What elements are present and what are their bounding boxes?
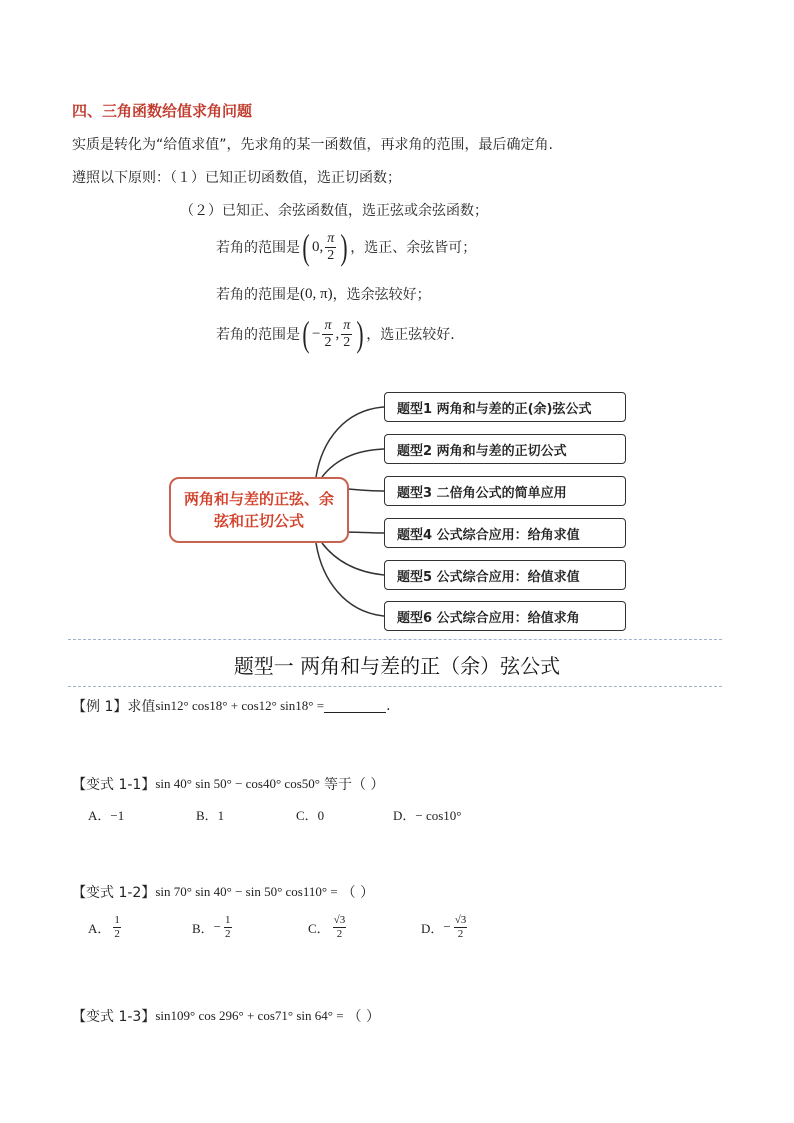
variant-1-2-tail: （ ） bbox=[341, 885, 375, 901]
variant-1-3 bbox=[72, 1006, 380, 1026]
example-1-expression: sin12° cos18° + cos12° sin18° = bbox=[155, 698, 325, 713]
option-c[interactable]: C．0 bbox=[296, 808, 325, 823]
example-1-end: . bbox=[386, 698, 391, 714]
case3-prefix: 若角的范围是 bbox=[216, 327, 300, 343]
branch-2 bbox=[322, 449, 384, 477]
mindmap-item-6: 题型6 公式综合应用：给值求角 bbox=[384, 601, 626, 631]
variant-1-2-expression: sin 70° sin 40° − sin 50° cos110° = bbox=[155, 884, 338, 899]
mindmap-item-3: 题型3 二倍角公式的简单应用 bbox=[384, 476, 626, 506]
option-d[interactable]: D． − $\frac{√3}{2}$ bbox=[421, 914, 467, 940]
left-paren: ( bbox=[302, 227, 310, 267]
branch-1 bbox=[316, 407, 384, 477]
mindmap-item-1: 题型1 两角和与差的正(余)弦公式 bbox=[384, 392, 626, 422]
fraction-pi-over-2: $\frac{\pi}{2}$ bbox=[343, 318, 351, 350]
case1-zero: 0, bbox=[312, 238, 324, 255]
mindmap-item-4: 题型4 公式综合应用：给角求值 bbox=[384, 518, 626, 548]
variant-1-1-expression: sin 40° sin 50° − cos40° cos50° bbox=[155, 776, 320, 791]
option-c[interactable]: C． √3 2 bbox=[308, 914, 346, 940]
variant-1-1-label: 【变式 1-1】 bbox=[72, 777, 156, 793]
branch-5 bbox=[322, 543, 384, 575]
fraction: $\frac{1}{2}$ bbox=[225, 914, 231, 940]
section-line-3: （２）已知正、余弦函数值，选正弦或余弦函数； bbox=[180, 203, 488, 219]
mindmap-item-2: 题型2 两角和与差的正切公式 bbox=[384, 434, 626, 464]
section-line-2: 遵照以下原则：（１）已知正切函数值，选正切函数； bbox=[72, 170, 401, 186]
branch-6 bbox=[316, 543, 384, 616]
option-a[interactable]: A．−1 bbox=[88, 808, 125, 823]
fraction: $\frac{√3}{2}$ bbox=[454, 914, 467, 940]
variant-1-2-label: 【变式 1-2】 bbox=[72, 885, 156, 901]
variant-1-3-expression: sin109° cos 296° + cos71° sin 64° = bbox=[155, 1008, 344, 1023]
fraction: 1 2 bbox=[114, 914, 120, 940]
example-1-label: 【例 1】求值 bbox=[72, 699, 156, 715]
case3-suffix: ，选正弦较好. bbox=[366, 327, 455, 343]
option-b[interactable]: B． − $\frac{1}{2}$ bbox=[192, 914, 231, 940]
fraction-pi-over-2: $\frac{\pi}{2}$ bbox=[324, 318, 332, 350]
fraction-pi-over-2: $\frac{\pi}{2}$ bbox=[327, 231, 335, 263]
option-d[interactable]: D．− cos10° bbox=[393, 808, 462, 823]
minus-sign: − bbox=[312, 325, 321, 342]
variant-1-3-tail: （ ） bbox=[347, 1009, 380, 1025]
right-paren: ) bbox=[340, 227, 348, 267]
case2-prefix: 若角的范围是 bbox=[216, 287, 300, 303]
left-paren: ( bbox=[302, 314, 310, 354]
variant-1-1-tail: 等于（ ） bbox=[323, 777, 385, 793]
variant-1-1 bbox=[72, 774, 384, 794]
example-1 bbox=[72, 696, 391, 716]
section-heading: 题型一 两角和与差的正（余）弦公式 bbox=[233, 654, 561, 678]
case2-suffix: ，选余弦较好； bbox=[332, 287, 431, 303]
divider-bottom bbox=[68, 686, 722, 687]
divider-top bbox=[68, 639, 722, 640]
answer-blank[interactable] bbox=[324, 700, 386, 713]
case1-suffix: ，选正、余弦皆可； bbox=[350, 240, 477, 256]
variant-1-2 bbox=[72, 882, 374, 902]
option-b[interactable]: B．1 bbox=[196, 808, 225, 823]
case2-interval: (0, π) bbox=[300, 285, 333, 302]
variant-1-3-label: 【变式 1-3】 bbox=[72, 1009, 156, 1025]
section-line-1: 实质是转化为“给值求值”，先求角的某一函数值，再求角的范围，最后确定角. bbox=[72, 137, 553, 153]
section-title: 四、三角函数给值求角问题 bbox=[72, 102, 253, 120]
fraction: √3 2 bbox=[333, 914, 346, 940]
right-paren: ) bbox=[356, 314, 364, 354]
mindmap-item-5: 题型5 公式综合应用：给值求值 bbox=[384, 560, 626, 590]
mindmap-center-topic: 两角和与差的正弦、余弦和正切公式 bbox=[169, 477, 349, 543]
comma: , bbox=[335, 325, 340, 342]
case1-prefix: 若角的范围是 bbox=[216, 240, 300, 256]
option-a[interactable]: A． 1 2 bbox=[88, 914, 120, 940]
